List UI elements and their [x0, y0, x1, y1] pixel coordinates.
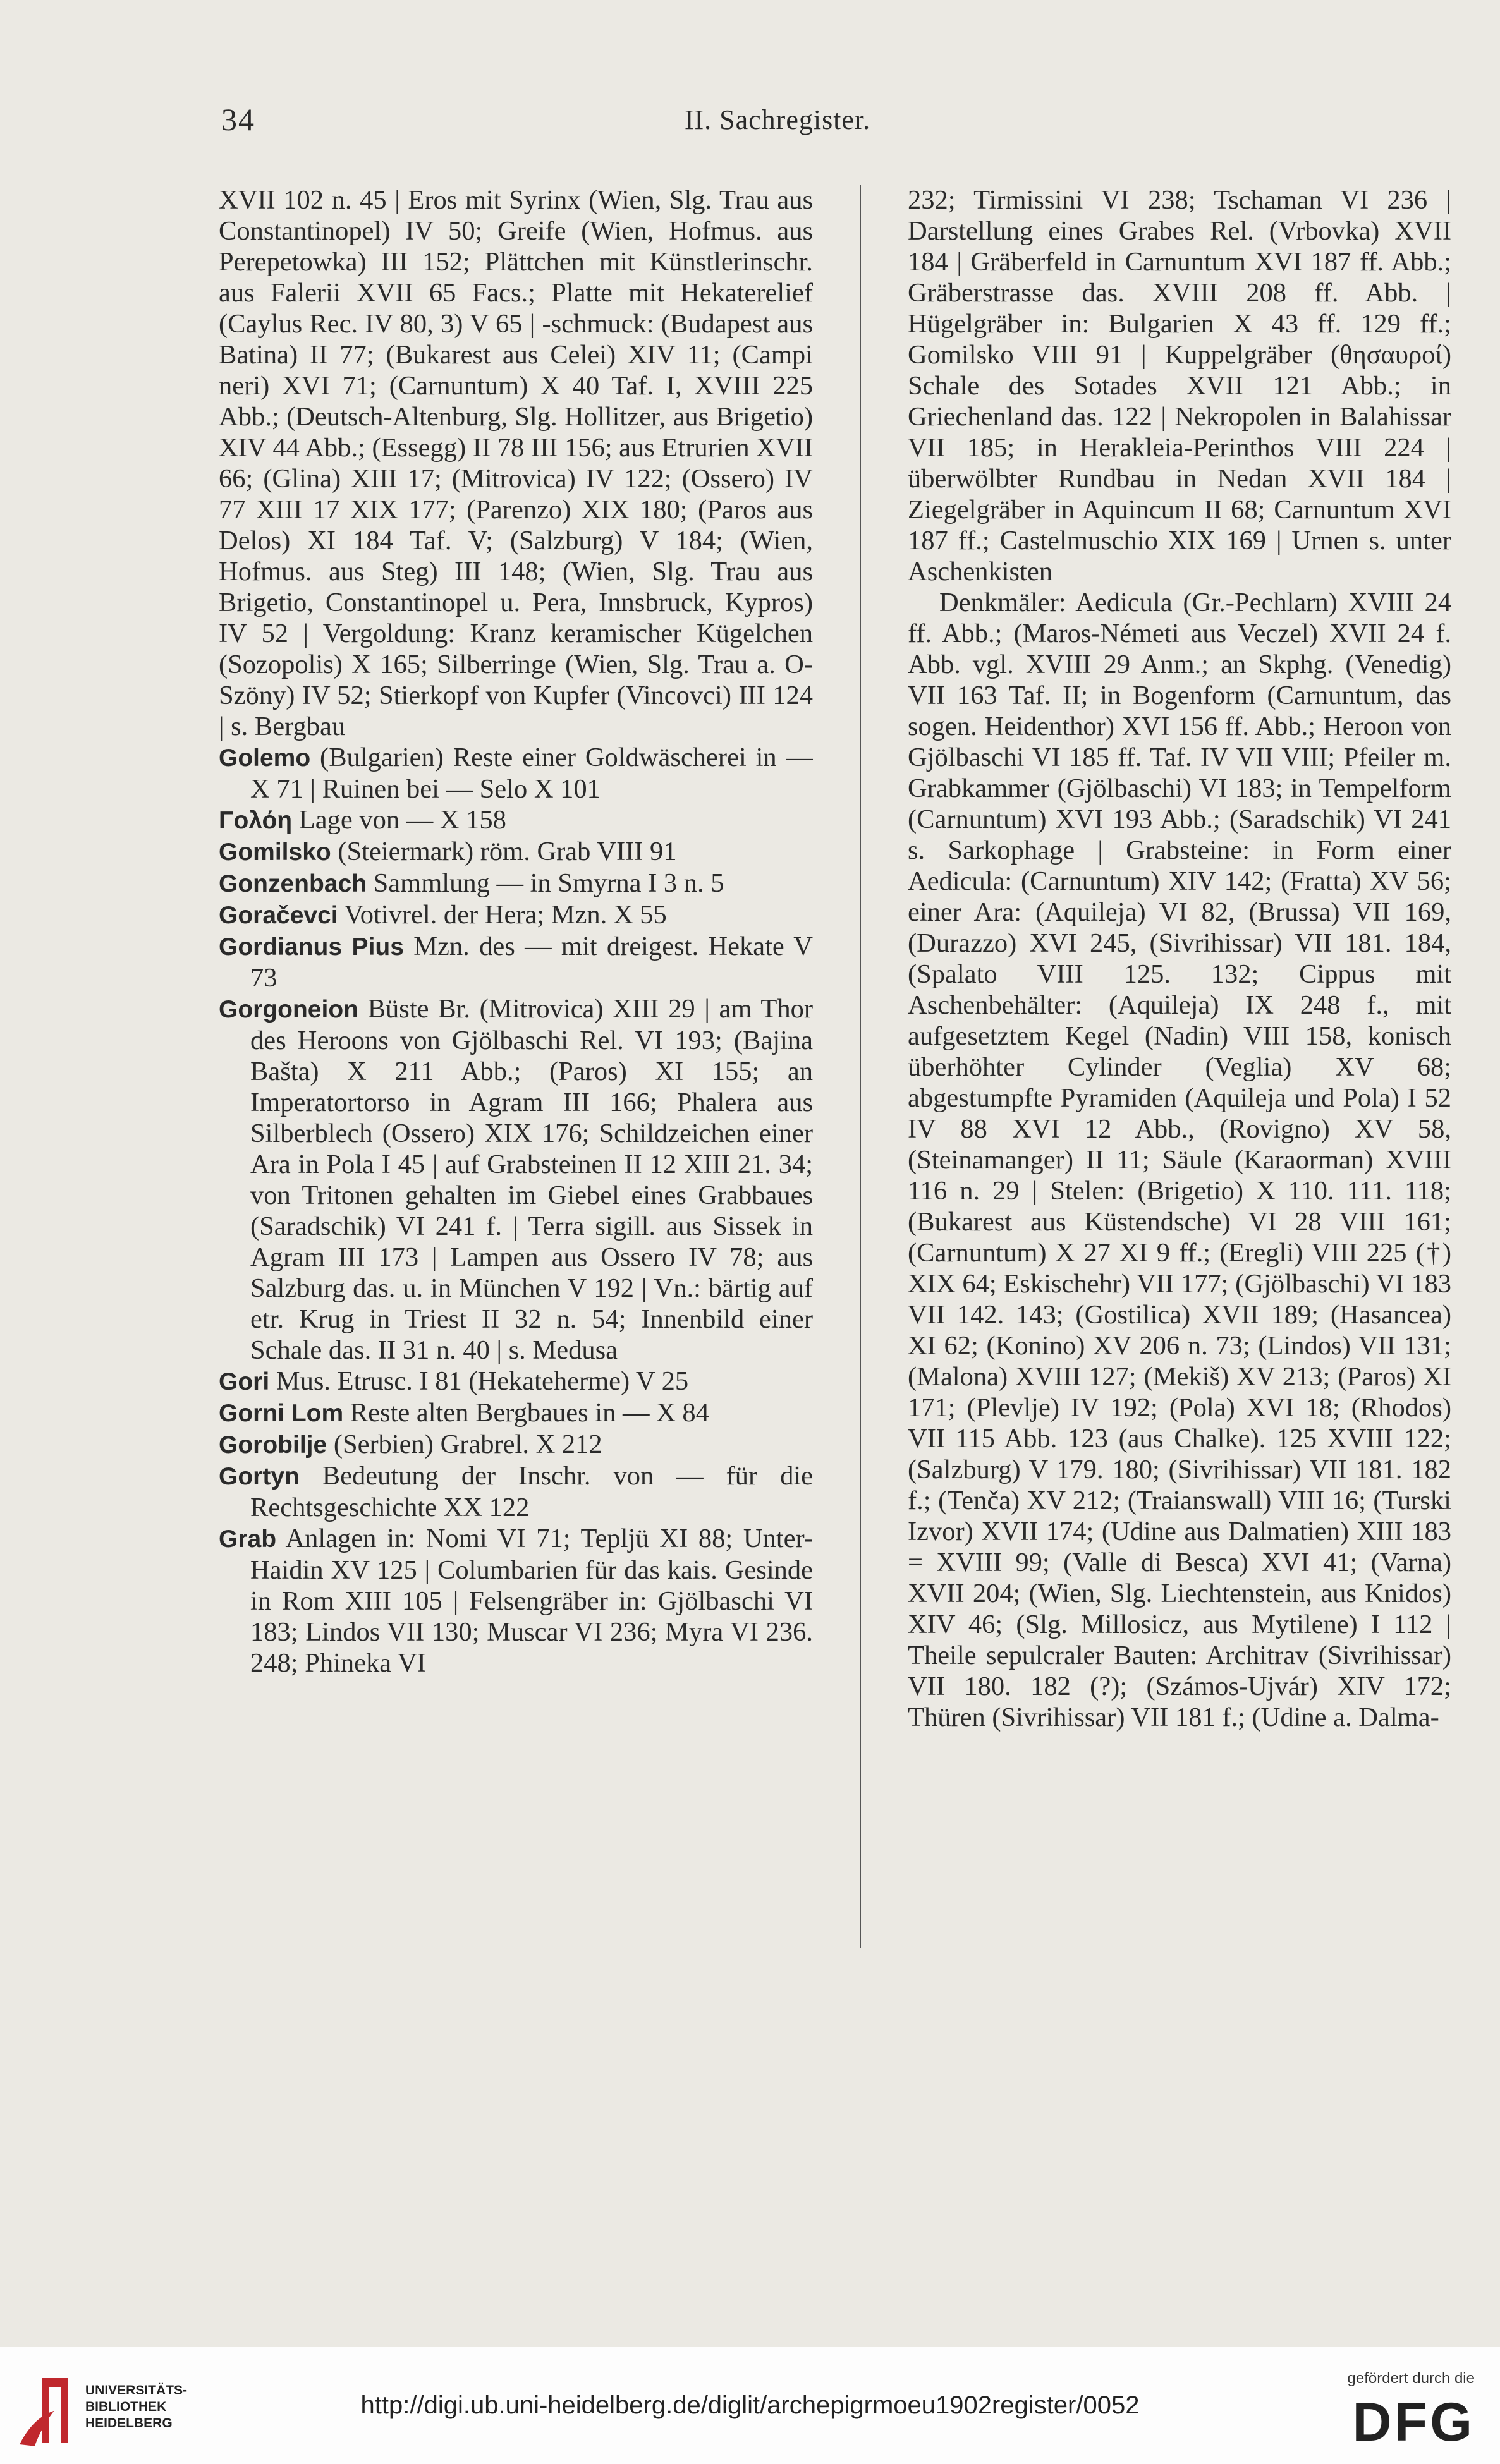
index-lemma: Gordianus Pius — [219, 933, 404, 961]
index-entry — [219, 742, 813, 804]
index-entry-text: Mzn. des — mit dreigest. Hekate V 73 — [250, 932, 813, 993]
left-text-column — [219, 185, 813, 1986]
column-divider — [860, 185, 861, 1948]
index-lemma: Golemo — [219, 744, 311, 772]
index-entry — [219, 804, 813, 836]
right-text-column — [908, 185, 1451, 1986]
index-lemma: Grab — [219, 1526, 277, 1553]
index-entry — [219, 1366, 813, 1397]
index-entry-text: Votivrel. der Hera; Mzn. X 55 — [344, 900, 667, 930]
index-entry — [219, 931, 813, 993]
index-entry-text: Lage von — X 158 — [298, 805, 506, 835]
dfg-logo-icon: DFG — [1352, 2392, 1475, 2453]
page-number: 34 — [221, 102, 255, 137]
index-lemma: Gortyn — [219, 1463, 300, 1490]
index-entry-text: (Bulgarien) Reste einer Goldwäscherei in — X 71 | Ruinen bei — Selo X 101 — [250, 743, 813, 804]
index-entry-text: (Serbien) Grabrel. X 212 — [333, 1429, 602, 1459]
index-lemma: Gorobilje — [219, 1431, 327, 1459]
running-title: II. Sachregister. — [684, 104, 871, 135]
index-entry — [219, 185, 813, 742]
index-entry-text: Mus. Etrusc. I 81 (Hekateherme) V 25 — [276, 1366, 689, 1396]
page-header — [221, 101, 1334, 145]
index-lemma: Goračevci — [219, 902, 338, 929]
index-entry — [219, 1523, 813, 1678]
index-lemma: Gonzenbach — [219, 870, 367, 897]
index-entry — [219, 836, 813, 868]
index-entry-text: Reste alten Bergbaues in — X 84 — [350, 1398, 709, 1428]
index-lemma: Γολόη — [219, 807, 293, 834]
index-entry-text: Sammlung — in Smyrna I 3 n. 5 — [373, 868, 724, 898]
funding-label: gefördert durch die — [1347, 2370, 1475, 2387]
index-entry — [219, 1460, 813, 1523]
index-entry — [219, 868, 813, 899]
index-entry — [219, 899, 813, 931]
index-entry-text: XVII 102 n. 45 | Eros mit Syrinx (Wien, Slg. Trau aus Constantinopel) IV 50; Greife (Wien, Hofmus. aus Perepetowka) III 152; Plättchen mit Künstlerinschr. aus Falerii XVII 65 Facs.; Platte mit Hekaterelief (Caylus Rec. IV 80, 3) V 65 | -schmuck: (Budapest aus Batina) II 77; (Bukarest aus Celei) XIV 11; (Campi neri) XVI 71; (Carnuntum) X 40 Taf. I, XVIII 225 Abb.; (Deutsch-Altenburg, Slg. Hollitzer, aus Brigetio) XIV 44 Abb.; (Essegg) II 78 III 156; aus Etrurien XVII 66; (Glina) XIII 17; (Mitrovica) IV 122; (Ossero) IV 77 XIII 17 XIX 177; (Parenzo) XIX 180; (Paros aus Delos) XI 184 Taf. V; (Salzburg) V 184; (Wien, Hofmus. aus Steg) III 148; (Wien, Slg. Trau aus Brigetio, Constantinopel u. Pera, Innsbruck, Kypros) IV 52 | Vergoldung: Kranz keramischer Kügelchen (Sozopolis) X 165; Silberringe (Wien, Slg. Trau a. O-Szöny) IV 52; Stierkopf von Kupfer (Vincovci) III 124 | s. Bergbau — [219, 185, 813, 741]
library-name-line: UNIVERSITÄTS- — [85, 2383, 188, 2398]
index-lemma: Gorgoneion — [219, 996, 358, 1023]
index-entry-text: (Steiermark) röm. Grab VIII 91 — [338, 837, 677, 866]
digitization-footer — [0, 2347, 1500, 2464]
index-entry — [219, 1429, 813, 1460]
index-entry-text: Anlagen in: Nomi VI 71; Tepljü XI 88; Unter-Haidin XV 125 | Columbarien für das kais. Gesinde in Rom XIII 105 | Felsengräber in: Gjölbaschi VI 183; Lindos VII 130; Muscar VI 236; Myra VI 236. 248; Phineka VI — [250, 1524, 813, 1678]
index-entry-text: 232; Tirmissini VI 238; Tschaman VI 236 | Darstellung eines Grabes Rel. (Vrbovka) XVII 184 | Gräberfeld in Carnuntum XVI 187 ff. Abb.; Gräberstrasse das. XVIII 208 ff. Abb. | Hügelgräber in: Bulgarien X 43 ff. 129 ff.; Gomilsko VIII 91 | Kuppelgräber (θησαυροί) Schale des Sotades XVII 121 Abb.; in Griechenland das. 122 | Nekropolen in Balahissar VII 185; in Herakleia-Perinthos VIII 224 | überwölbter Rundbau in Nedan XVII 184 | Ziegelgräber in Aquincum II 68; Carnuntum XVI 187 ff.; Castelmuschio XIX 169 | Urnen s. unter Aschenkisten — [908, 185, 1451, 586]
index-entry — [219, 993, 813, 1366]
index-entry-text: Denkmäler: Aedicula (Gr.-Pechlarn) XVIII 24 ff. Abb.; (Maros-Németi aus Veczel) XVII 24 f. Abb. vgl. XVIII 29 Anm.; an Skphg. (Venedig) VII 163 Taf. II; in Bogenform (Carnuntum, das sogen. Heidenthor) XVI 156 ff. Abb.; Heroon von Gjölbaschi VI 185 ff. Taf. IV VII VIII; Pfeiler m. Grabkammer (Gjölbaschi) VI 183; in Tempelform (Carnuntum) XVI 193 Abb.; (Saradschik) VI 241 s. Sarkophage | Grabsteine: in Form einer Aedicula: (Carnuntum) XIV 142; (Fratta) XV 56; einer Ara: (Aquileja) VI 82, (Brussa) VII 169, (Durazzo) XVI 245, (Sivrihissar) VII 181. 184, (Spalato VIII 125. 132; Cippus mit Aschenbehälter: (Aquileja) IX 248 f., mit aufgesetztem Kegel (Nadin) VIII 158, konisch überhöhter Cylinder (Veglia) XV 68; abgestumpfte Pyramiden (Aquileja und Pola) I 52 IV 88 XVI 12 Abb., (Rovigno) XV 58, (Steinamanger) II 11; Säule (Karaorman) XVIII 116 n. 29 | Stelen: (Brigetio) X 110. 111. 118; (Bukarest aus Küstendsche) VI 28 VIII 161; (Carnuntum) X 27 XI 9 ff.; (Eregli) VIII 225 (†) XIX 64; Eskischehr) VII 177; (Gjölbaschi) VI 183 VII 142. 143; (Gostilica) XVII 189; (Hasancea) XI 62; (Konino) XV 206 n. 73; (Lindos) VII 131; (Malona) XVIII 127; (Mekiš) XV 213; (Paros) XI 171; (Plevlje) IV 192; (Pola) XVI 18; (Rhodos) VII 115 Abb. 123 (aus Chalke). 125 XVIII 122; (Salzburg) V 179. 180; (Sivrihissar) VII 181. 182 f.; (Tenča) XV 212; (Traianswall) VIII 16; (Turski Izvor) XVII 174; (Udine aus Dalmatien) XIII 183 = XVIII 99; (Valle di Besca) XVI 41; (Varna) XVII 204; (Wien, Slg. Liechtenstein, aus Knidos) XIV 46; (Slg. Millosicz, aus Mytilene) I 112 | Theile sepulcraler Bauten: Architrav (Sivrihissar) VII 180. 182 (?); (Számos-Ujvár) XIV 172; Thüren (Sivrihissar) VII 181 f.; (Udine a. Dalma- — [908, 588, 1451, 1732]
index-lemma: Gori — [219, 1368, 270, 1395]
library-name-line: HEIDELBERG — [85, 2416, 173, 2431]
index-lemma: Gomilsko — [219, 839, 331, 866]
library-name-line: BIBLIOTHEK — [85, 2400, 167, 2414]
index-entry-text: Bedeutung der Inschr. von — für die Rechtsgeschichte XX 122 — [250, 1461, 813, 1522]
index-entry — [219, 1397, 813, 1429]
index-lemma: Gorni Lom — [219, 1400, 344, 1427]
permalink-url[interactable]: http://digi.ub.uni-heidelberg.de/diglit/archepigrmoeu1902register/0052 — [360, 2391, 1140, 2419]
index-entry-text: Büste Br. (Mitrovica) XIII 29 | am Thor des Heroons von Gjölbaschi Rel. VI 193; (Bajina Bašta) X 211 Abb.; (Paros) XI 155; an Imperatortorso in Agram III 166; Phalera aus Silberblech (Ossero) XIX 176; Schildzeichen einer Ara in Pola I 45 | auf Grabsteinen II 12 XIII 21. 34; von Tritonen gehalten im Giebel eines Grabbaues (Saradschik) VI 241 f. | Terra sigill. aus Sissek in Agram III 173 | Lampen aus Ossero IV 78; aus Salzburg das. u. in München V 192 | Vn.: bärtig auf etr. Krug in Triest II 32 n. 54; Innenbild einer Schale das. II 31 n. 40 | s. Medusa — [250, 994, 813, 1365]
